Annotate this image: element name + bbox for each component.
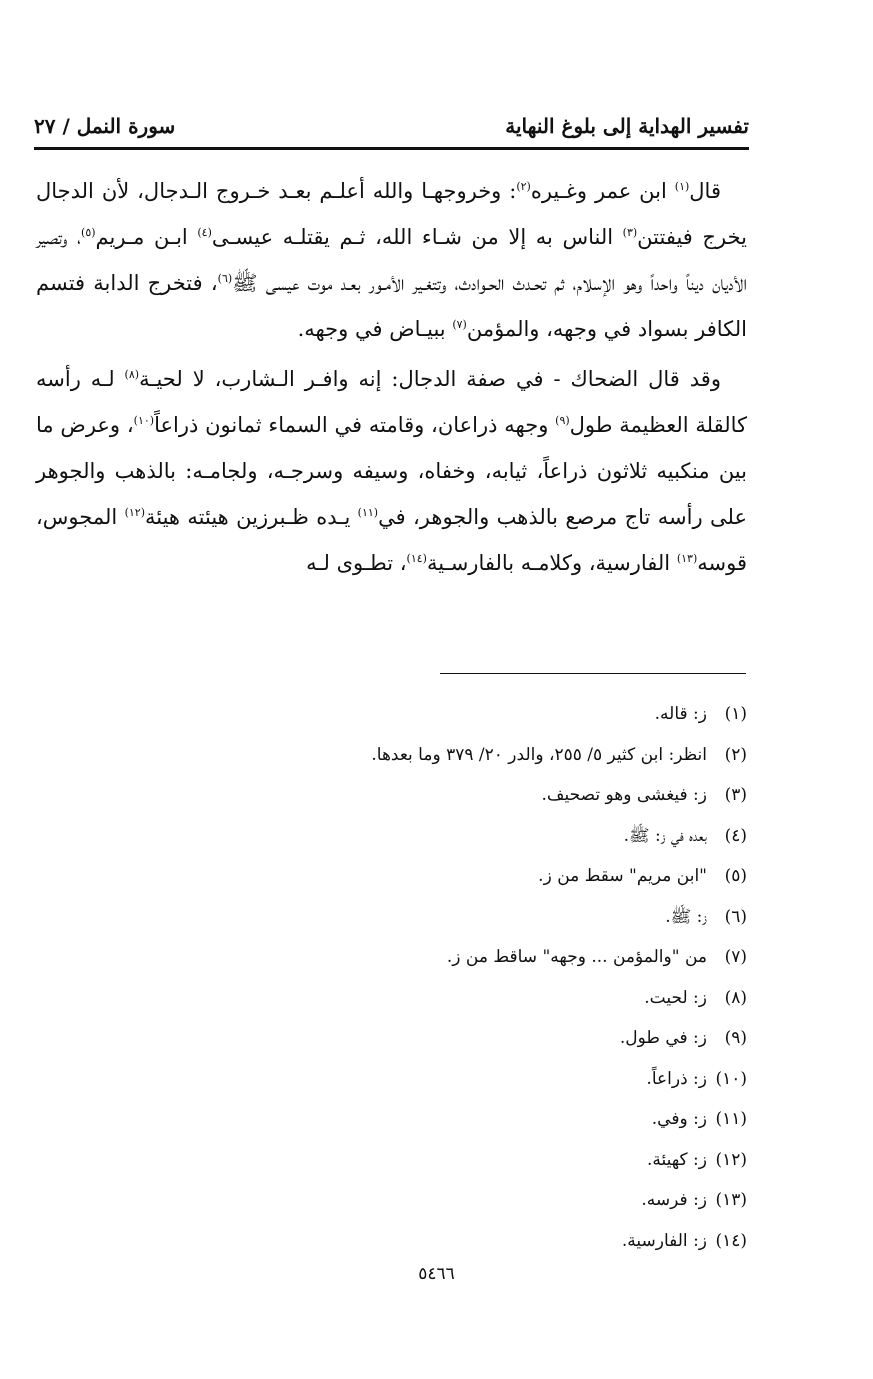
text-run: ابـن مـريم <box>95 225 198 249</box>
book-title: تفسير الهداية إلى بلوغ النهاية <box>505 114 749 138</box>
text-run: ابن عمر وغـيره <box>530 179 675 203</box>
text-run: لـه رأسه كالقلة العظيمة طول <box>36 367 747 437</box>
surah-label: سورة النمل / ٢٧ <box>34 114 176 138</box>
text-run: ببيـاض في وجهه. <box>297 317 453 341</box>
footnote-item <box>150 1140 747 1181</box>
footnote-number: (١) <box>724 704 747 724</box>
footnote-text: "ابن مريم" سقط من ز. <box>538 866 707 886</box>
footnote-number: (١٢) <box>715 1149 747 1170</box>
footnote-text: ز: كهيئة. <box>646 1149 707 1170</box>
footnote-item <box>150 775 747 816</box>
footnote-marker: (٣) <box>622 226 638 239</box>
footnote-item <box>150 735 747 776</box>
footnote-marker: (٨) <box>124 368 140 381</box>
footnote-item <box>150 856 747 897</box>
footnote-item <box>150 1180 747 1221</box>
footnote-separator <box>440 673 746 674</box>
footnote-marker: (٢) <box>516 180 531 193</box>
text-run: الناس به إلا من شـاء الله، ثـم يقتلـه عيسـى <box>211 225 623 249</box>
footnote-text: ز: ﷺ. <box>665 906 707 927</box>
paragraph-1 <box>36 168 747 352</box>
footnote-item <box>150 978 747 1019</box>
footnote-number: (١٤) <box>715 1230 747 1251</box>
footnote-marker: (٤) <box>197 226 212 239</box>
text-run: يـده ظـبرزين هيئته هيئة <box>145 505 358 529</box>
text-run: الفارسية، وكلامـه بالفارسـية <box>426 551 677 575</box>
footnote-number: (٧) <box>724 947 747 967</box>
text-run: وقد قال الضحاك - في صفة الدجال: إنه وافـر الـشارب، لا لحيـة <box>139 367 721 391</box>
footnote-marker: (١٢) <box>124 506 145 519</box>
footnote-number: (٢) <box>724 744 747 765</box>
footnote-item <box>150 937 747 978</box>
footnote-marker: (١) <box>674 180 690 193</box>
footnote-marker: (١٤) <box>406 552 427 565</box>
footnote-text: ز: الفارسية. <box>621 1230 707 1251</box>
footnote-item <box>150 1221 747 1262</box>
text-run: : وخروجهـا والله أعلـم بعـد خـروج الـدجال، لأن الدجال يخرج فيفتتن <box>36 179 747 249</box>
footnote-text: من "والمؤمن ... وجهه" ساقط من ز. <box>446 947 707 967</box>
footnote-text: ز: ذراعاً. <box>646 1068 707 1089</box>
footnote-item <box>150 1099 747 1140</box>
footnote-text: انظر: ابن كثير ٥/ ٢٥٥، والدر ٢٠/ ٣٧٩ وما بعدها. <box>371 744 707 765</box>
paragraph-2 <box>36 356 747 586</box>
footnote-text: ز: قاله. <box>654 704 707 724</box>
footnote-marker: (١٠) <box>133 414 155 427</box>
running-header <box>34 102 749 138</box>
footnote-marker: (١٣) <box>676 552 698 565</box>
text-run: وجهه ذراعان، وقامته في السماء ثمانون ذراعاً <box>154 413 556 437</box>
footnote-item <box>150 1018 747 1059</box>
footnote-text: بعده في ز: ﷺ. <box>623 825 707 846</box>
footnote-number: (٣) <box>724 785 747 805</box>
text-run: ، فتخرج الدابة فتسم الكافر بسواد في وجهه، والمؤمن <box>36 271 747 341</box>
footnote-number: (٩) <box>724 1028 747 1048</box>
footnote-number: (١٠) <box>715 1068 747 1089</box>
text-run: ، تطـوى لـه <box>306 551 407 575</box>
footnote-number: (١٣) <box>715 1190 747 1210</box>
footnote-marker: (٦) <box>217 272 233 285</box>
main-text <box>36 168 747 586</box>
text-run: ، وتصير الأديان ديناً واحداً وهو الإسلام، ثم تحـدث الحـوادث، وتتغـير الأمـور بعـد موت عيسى <box>36 225 747 295</box>
text-run: ﷺ <box>232 271 258 295</box>
footnote-text: ز: فرسه. <box>641 1190 707 1210</box>
footnote-marker: (٥) <box>81 226 96 239</box>
footnote-text: ز: وفي. <box>651 1109 707 1129</box>
text-run: قال <box>689 179 721 203</box>
footnote-number: (٥) <box>724 866 747 886</box>
footnote-marker: (١١) <box>357 506 379 519</box>
footnotes-list <box>150 694 747 1261</box>
footnote-number: (١١) <box>715 1109 747 1129</box>
footnote-item <box>150 897 747 938</box>
footnote-text: ز: في طول. <box>619 1028 707 1048</box>
footnote-number: (٦) <box>724 906 747 927</box>
footnote-text: ز: فيغشى وهو تصحيف. <box>541 785 707 805</box>
footnote-item <box>150 1059 747 1100</box>
footnote-number: (٤) <box>724 825 747 846</box>
footnote-item <box>150 694 747 735</box>
footnote-number: (٨) <box>724 987 747 1008</box>
footnote-item <box>150 816 747 857</box>
text-run: المجوس، قوسه <box>36 505 747 575</box>
header-rule <box>34 147 749 150</box>
footnote-text: ز: لحيت. <box>644 987 707 1008</box>
footnote-marker: (٩) <box>555 414 570 427</box>
page-number: ٥٤٦٦ <box>418 1264 455 1284</box>
text-run: ، وعرض ما بين منكبيه ثلاثون ذراعاً، ثيابه، وخفاه، وسيفه وسرجـه، ولجامـه: بالذهب والجوهر على رأسه تاج مرصع بالذهب والجوهر، في <box>36 413 747 529</box>
footnote-marker: (٧) <box>452 318 467 331</box>
